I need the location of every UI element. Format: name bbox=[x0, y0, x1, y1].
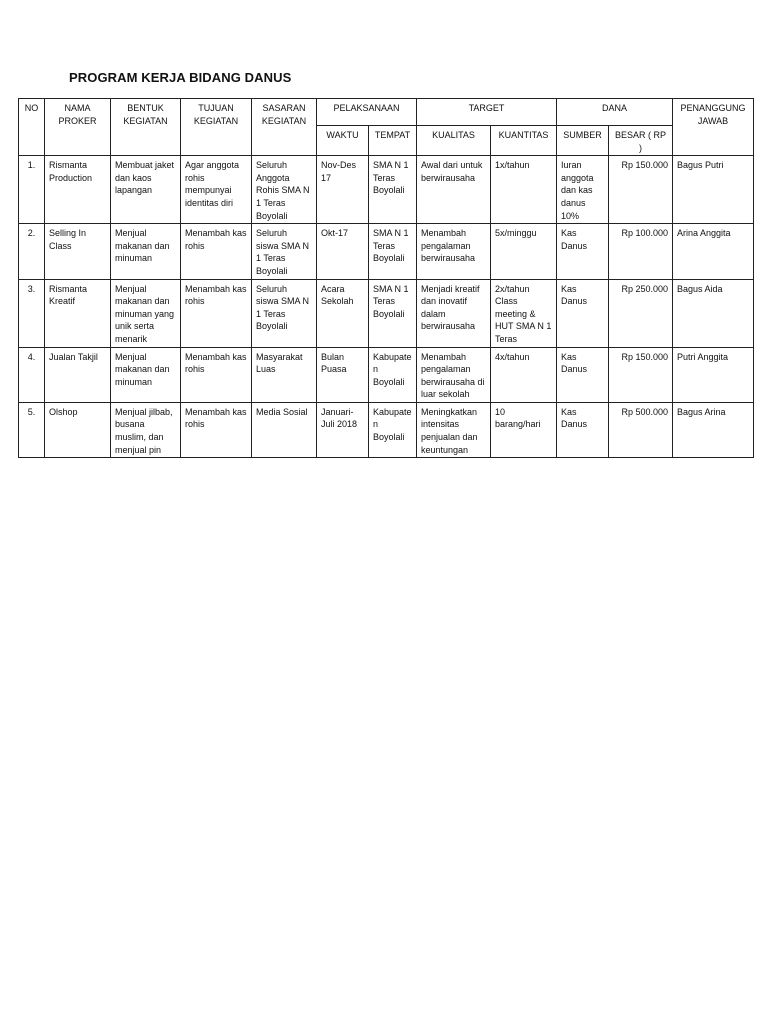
cell-pj: Bagus Aida bbox=[673, 279, 754, 347]
cell-no: 5. bbox=[19, 402, 45, 457]
cell-kualitas: Menjadi kreatif dan inovatif dalam berwirausaha bbox=[417, 279, 491, 347]
cell-waktu: Januari-Juli 2018 bbox=[317, 402, 369, 457]
page-title: PROGRAM KERJA BIDANG DANUS bbox=[69, 70, 292, 85]
cell-tempat: SMA N 1 Teras Boyolali bbox=[369, 224, 417, 279]
cell-besar: Rp 150.000 bbox=[609, 156, 673, 224]
cell-kuantitas: 4x/tahun bbox=[491, 347, 557, 402]
table-row bbox=[19, 347, 754, 402]
header-kualitas: KUALITAS bbox=[417, 126, 491, 156]
header-sasaran-kegiatan: SASARAN KEGIATAN bbox=[252, 99, 317, 156]
cell-tempat: SMA N 1 Teras Boyolali bbox=[369, 279, 417, 347]
cell-tujuan: Menambah kas rohis bbox=[181, 347, 252, 402]
header-besar: BESAR ( RP ) bbox=[609, 126, 673, 156]
header-penanggung-jawab: PENANGGUNG JAWAB bbox=[673, 99, 754, 156]
cell-pj: Bagus Putri bbox=[673, 156, 754, 224]
header-dana: DANA bbox=[557, 99, 673, 126]
header-nama-proker: NAMA PROKER bbox=[45, 99, 111, 156]
cell-kualitas: Menambah pengalaman berwirausaha di luar sekolah bbox=[417, 347, 491, 402]
cell-sumber: Kas Danus bbox=[557, 402, 609, 457]
cell-no: 2. bbox=[19, 224, 45, 279]
cell-waktu: Bulan Puasa bbox=[317, 347, 369, 402]
cell-pj: Bagus Arina bbox=[673, 402, 754, 457]
header-bentuk-kegiatan: BENTUK KEGIATAN bbox=[111, 99, 181, 156]
cell-kuantitas: 1x/tahun bbox=[491, 156, 557, 224]
header-tujuan-kegiatan: TUJUAN KEGIATAN bbox=[181, 99, 252, 156]
cell-sumber: Kas Danus bbox=[557, 279, 609, 347]
table-row bbox=[19, 156, 754, 224]
cell-sasaran: Seluruh siswa SMA N 1 Teras Boyolali bbox=[252, 224, 317, 279]
cell-sumber: Kas Danus bbox=[557, 224, 609, 279]
cell-nama: Rismanta Production bbox=[45, 156, 111, 224]
program-table bbox=[18, 98, 754, 458]
cell-kuantitas: 10 barang/hari bbox=[491, 402, 557, 457]
header-kuantitas: KUANTITAS bbox=[491, 126, 557, 156]
cell-tempat: Kabupaten Boyolali bbox=[369, 347, 417, 402]
cell-bentuk: Menjual makanan dan minuman bbox=[111, 347, 181, 402]
cell-nama: Rismanta Kreatif bbox=[45, 279, 111, 347]
cell-kualitas: Awal dari untuk berwirausaha bbox=[417, 156, 491, 224]
table-row bbox=[19, 279, 754, 347]
header-target: TARGET bbox=[417, 99, 557, 126]
cell-kualitas: Menambah pengalaman berwirausaha bbox=[417, 224, 491, 279]
cell-sasaran: Masyarakat Luas bbox=[252, 347, 317, 402]
cell-no: 3. bbox=[19, 279, 45, 347]
header-row bbox=[19, 99, 754, 126]
cell-nama: Selling In Class bbox=[45, 224, 111, 279]
cell-besar: Rp 500.000 bbox=[609, 402, 673, 457]
cell-waktu: Okt-17 bbox=[317, 224, 369, 279]
cell-waktu: Acara Sekolah bbox=[317, 279, 369, 347]
cell-pj: Putri Anggita bbox=[673, 347, 754, 402]
header-pelaksanaan: PELAKSANAAN bbox=[317, 99, 417, 126]
cell-kuantitas: 5x/minggu bbox=[491, 224, 557, 279]
cell-sasaran: Media Sosial bbox=[252, 402, 317, 457]
cell-bentuk: Menjual makanan dan minuman bbox=[111, 224, 181, 279]
header-sumber: SUMBER bbox=[557, 126, 609, 156]
table-row bbox=[19, 224, 754, 279]
cell-besar: Rp 250.000 bbox=[609, 279, 673, 347]
header-tempat: TEMPAT bbox=[369, 126, 417, 156]
cell-nama: Olshop bbox=[45, 402, 111, 457]
cell-pj: Arina Anggita bbox=[673, 224, 754, 279]
cell-sumber: Iuran anggota dan kas danus 10% bbox=[557, 156, 609, 224]
cell-no: 1. bbox=[19, 156, 45, 224]
cell-bentuk: Menjual makanan dan minuman yang unik serta menarik bbox=[111, 279, 181, 347]
cell-sasaran: Seluruh siswa SMA N 1 Teras Boyolali bbox=[252, 279, 317, 347]
cell-bentuk: Membuat jaket dan kaos lapangan bbox=[111, 156, 181, 224]
cell-tempat: Kabupaten Boyolali bbox=[369, 402, 417, 457]
header-waktu: WAKTU bbox=[317, 126, 369, 156]
table-row bbox=[19, 402, 754, 457]
cell-sumber: Kas Danus bbox=[557, 347, 609, 402]
header-no: NO bbox=[19, 99, 45, 156]
cell-tujuan: Agar anggota rohis mempunyai identitas diri bbox=[181, 156, 252, 224]
cell-tempat: SMA N 1 Teras Boyolali bbox=[369, 156, 417, 224]
cell-nama: Jualan Takjil bbox=[45, 347, 111, 402]
cell-no: 4. bbox=[19, 347, 45, 402]
cell-bentuk: Menjual jilbab, busana muslim, dan menjual pin bbox=[111, 402, 181, 457]
cell-sasaran: Seluruh Anggota Rohis SMA N 1 Teras Boyolali bbox=[252, 156, 317, 224]
cell-tujuan: Menambah kas rohis bbox=[181, 224, 252, 279]
cell-besar: Rp 100.000 bbox=[609, 224, 673, 279]
cell-kualitas: Meningkatkan intensitas penjualan dan keuntungan bbox=[417, 402, 491, 457]
cell-kuantitas: 2x/tahun Class meeting & HUT SMA N 1 Teras bbox=[491, 279, 557, 347]
cell-tujuan: Menambah kas rohis bbox=[181, 402, 252, 457]
cell-besar: Rp 150.000 bbox=[609, 347, 673, 402]
cell-tujuan: Menambah kas rohis bbox=[181, 279, 252, 347]
cell-waktu: Nov-Des 17 bbox=[317, 156, 369, 224]
